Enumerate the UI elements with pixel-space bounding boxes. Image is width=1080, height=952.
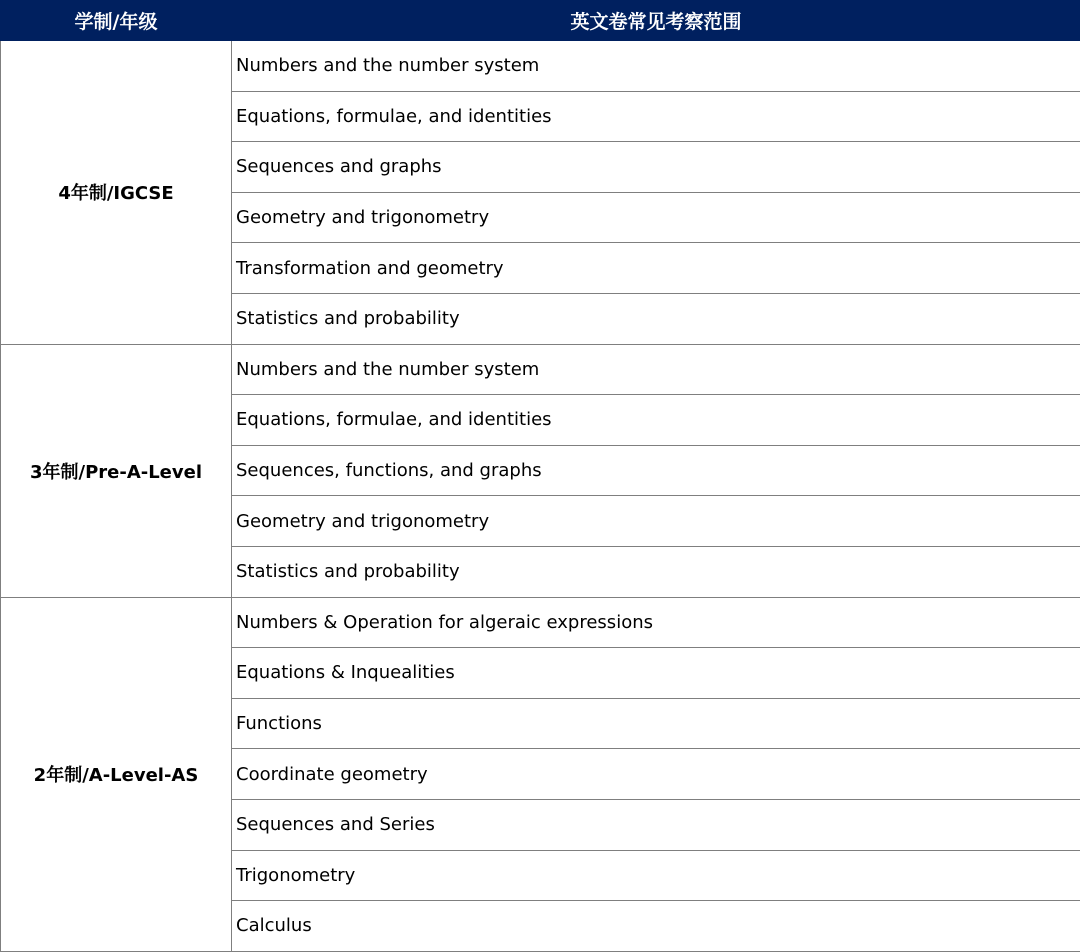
table-header	[1, 1, 1080, 41]
table-row	[1, 344, 1080, 395]
header-row	[1, 1, 1080, 41]
topic-cell: Numbers and the number system	[232, 41, 1080, 92]
topic-cell: Sequences and graphs	[232, 142, 1080, 193]
topic-cell: Coordinate geometry	[232, 749, 1080, 800]
topic-cell: Transformation and geometry	[232, 243, 1080, 294]
topics-column-header: 英文卷常见考察范围	[232, 1, 1080, 41]
topic-cell: Sequences and Series	[232, 799, 1080, 850]
topic-cell: Calculus	[232, 901, 1080, 952]
topic-cell: Geometry and trigonometry	[232, 496, 1080, 547]
topic-cell: Equations & Inquealities	[232, 648, 1080, 699]
topic-cell: Equations, formulae, and identities	[232, 91, 1080, 142]
grade-cell-a-level-as: 2年制/A-Level-AS	[1, 597, 232, 951]
table-row	[1, 597, 1080, 648]
topic-cell: Equations, formulae, and identities	[232, 395, 1080, 446]
topic-cell: Sequences, functions, and graphs	[232, 445, 1080, 496]
topic-cell: Statistics and probability	[232, 546, 1080, 597]
topic-cell: Numbers & Operation for algeraic expressions	[232, 597, 1080, 648]
grade-cell-pre-a-level: 3年制/Pre-A-Level	[1, 344, 232, 597]
table-body	[1, 41, 1080, 952]
topic-cell: Geometry and trigonometry	[232, 192, 1080, 243]
topic-cell: Functions	[232, 698, 1080, 749]
table-row	[1, 41, 1080, 92]
topic-cell: Trigonometry	[232, 850, 1080, 901]
grade-cell-igcse: 4年制/IGCSE	[1, 41, 232, 345]
grade-column-header: 学制/年级	[1, 1, 232, 41]
topic-cell: Statistics and probability	[232, 293, 1080, 344]
topic-cell: Numbers and the number system	[232, 344, 1080, 395]
